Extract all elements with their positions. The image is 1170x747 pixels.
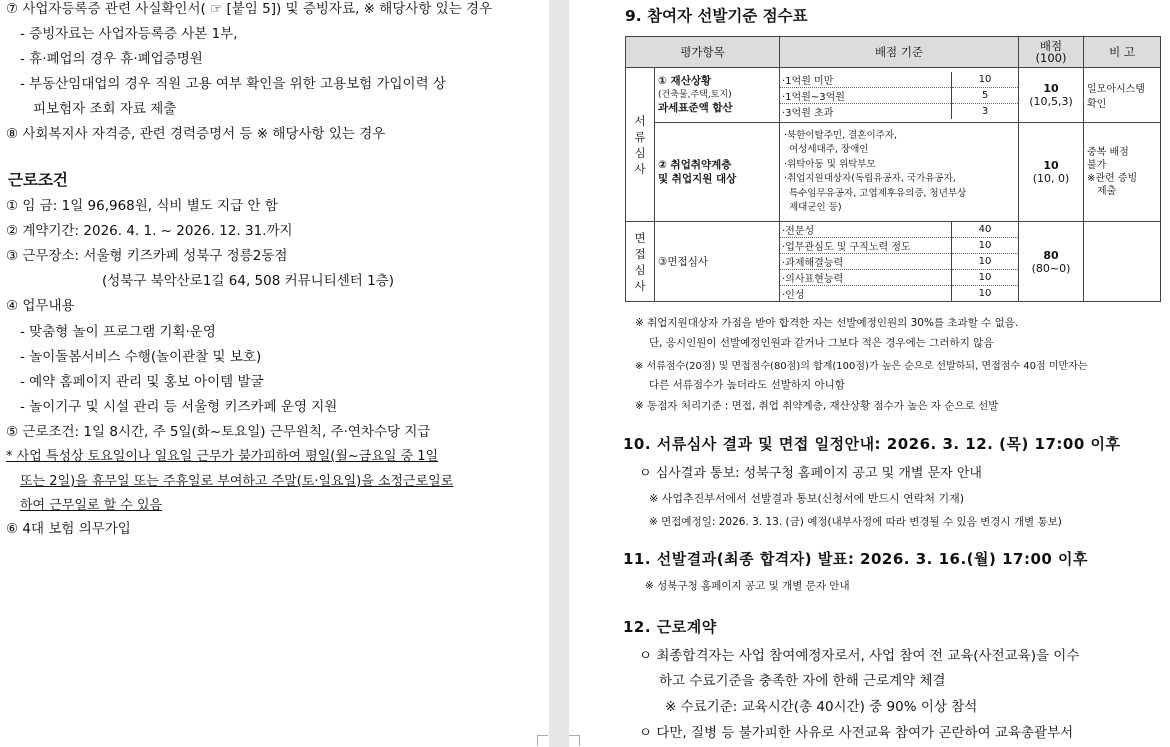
remark-property: 일모아시스템 확인 bbox=[1084, 68, 1161, 123]
text-line: ㅇ 다만, 질병 등 불가피한 사유로 사전교육 참여가 곤란하여 교육총괄부서 bbox=[639, 725, 1074, 741]
section-11-title: 11. 선발결과(최종 합격자) 발표: 2026. 3. 16.(월) 17:00 이후 bbox=[623, 550, 1089, 568]
text-line: - 예약 홈페이지 관리 및 홍보 아이템 발굴 bbox=[20, 374, 264, 390]
note-line: ※ 동점자 처리기준 : 면접, 취업 취약계층, 재산상황 점수가 높은 자 순으로 선발 bbox=[635, 400, 999, 412]
text-line: ④ 업무내용 bbox=[6, 298, 75, 314]
text-line: - 증빙자료는 사업자등록증 사본 1부, bbox=[20, 26, 238, 42]
section-10-title: 10. 서류심사 결과 및 면접 일정안내: 2026. 3. 12. (목) 17:00 이후 bbox=[623, 435, 1121, 453]
page-gutter bbox=[549, 0, 569, 747]
text-line: * 사업 특성상 토요일이나 일요일 근무가 불가피하여 평일(월~금요일 중 1일 bbox=[6, 449, 439, 464]
criteria-property: ·1억원 미만 10 ·1억원~3억원 5 ·3억원 초과 3 bbox=[780, 68, 1019, 123]
text-line: ※ 면접예정일: 2026. 3. 13. (금) 예정(내부사정에 따라 변경될 수 있음 변경시 개별 통보) bbox=[649, 516, 1062, 528]
item-vulnerable: ② 취업취약계층 및 취업지원 대상 bbox=[655, 123, 780, 222]
document-page-right[interactable] bbox=[569, 0, 1170, 747]
text-line: ⑥ 4대 보험 의무가입 bbox=[6, 521, 131, 537]
note-line: 다른 서류점수가 높더라도 선발하지 아니함 bbox=[649, 379, 845, 391]
text-line: ㅇ 최종합격자는 사업 참여예정자로서, 사업 참여 전 교육(사전교육)을 이수 bbox=[639, 648, 1080, 664]
text-line: ① 임 금: 1일 96,968원, 식비 별도 지급 안 함 bbox=[6, 198, 278, 214]
text-line: ※ 사업추진부서에서 선발결과 통보(신청서에 반드시 연락처 기재) bbox=[649, 492, 965, 505]
note-line: ※ 취업지원대상자 가점을 받아 합격한 자는 선발예정인원의 30%를 초과할 수 없음. bbox=[635, 317, 1019, 329]
criteria-vulnerable: ·북한이탈주민, 결혼이주자, 여성세대주, 장애인 ·위탁아동 및 위탁부모 ·취업지원대상자(독립유공자, 국가유공자, 특수임무유공자, 고엽제후유의증, 청년부상 제대군인 등) bbox=[780, 123, 1019, 222]
section-9-title: 9. 참여자 선발기준 점수표 bbox=[625, 7, 808, 25]
header-score: 배점 (100) bbox=[1019, 37, 1084, 68]
section-12-title: 12. 근로계약 bbox=[623, 618, 717, 636]
points-interview: 80 (80~0) bbox=[1019, 222, 1084, 302]
text-line: ⑤ 근로조건: 1일 8시간, 주 5일(화~토요일) 근무원칙, 주·연차수당 지급 bbox=[6, 424, 431, 440]
text-line: - 놀이돌봄서비스 수행(놀이관찰 및 보호) bbox=[20, 349, 262, 365]
text-line: 또는 2일)을 휴무일 또는 주휴일로 부여하고 주말(토·일요일)을 소정근로일로 bbox=[20, 474, 454, 489]
page-corner-mark bbox=[537, 735, 548, 746]
header-eval-item: 평가항목 bbox=[626, 37, 780, 68]
text-line: ⑧ 사회복지사 자격증, 관련 경력증명서 등 ※ 해당사항 있는 경우 bbox=[6, 126, 386, 142]
text-line: - 맞춤형 놀이 프로그램 기획·운영 bbox=[20, 324, 216, 340]
page-corner-mark bbox=[569, 735, 580, 746]
score-table bbox=[625, 36, 1161, 302]
remark-interview bbox=[1084, 222, 1161, 302]
document-page-left[interactable] bbox=[0, 0, 549, 747]
note-line: ※ 서류점수(20점) 및 면접점수(80점)의 합계(100점)가 높은 순으로 선발하되, 면접점수 40점 미만자는 bbox=[635, 361, 1088, 372]
table-row bbox=[626, 68, 1161, 123]
text-line: - 휴·폐업의 경우 휴·폐업증명원 bbox=[20, 51, 203, 67]
table-row bbox=[626, 123, 1161, 222]
text-line: ※ 수료기준: 교육시간(총 40시간) 중 90% 이상 참석 bbox=[665, 699, 978, 715]
item-property: ① 재산상황 (건축물,주택,토지) 과세표준액 합산 bbox=[655, 68, 780, 123]
text-line: - 놀이기구 및 시설 관리 등 서울형 키즈카페 운영 지원 bbox=[20, 399, 338, 415]
text-line: 피보험자 조회 자료 제출 bbox=[33, 101, 177, 117]
section-heading: 근로조건 bbox=[8, 171, 68, 189]
header-remark: 비 고 bbox=[1084, 37, 1161, 68]
category-interview: 면접 심사 bbox=[626, 222, 655, 302]
points-property: 10 (10,5,3) bbox=[1019, 68, 1084, 123]
text-line: - 부동산임대업의 경우 직원 고용 여부 확인을 위한 고용보험 가입이력 상 bbox=[20, 76, 446, 92]
text-line: ※ 성북구청 홈페이지 공고 및 개별 문자 안내 bbox=[645, 580, 850, 592]
text-line: 하고 수료기준을 충족한 자에 한해 근로계약 체결 bbox=[659, 673, 946, 689]
item-interview: ③면접심사 bbox=[655, 222, 780, 302]
criteria-interview: ·전문성 40 ·업무관심도 및 구직노력 정도 10 ·과제해결능력 10 ·의사표현능력 10 ·인성 10 bbox=[780, 222, 1019, 302]
table-header-row bbox=[626, 37, 1161, 68]
text-line: ⑦ 사업자등록증 관련 사실확인서( ☞ [붙임 5]) 및 증빙자료, ※ 해당사항 있는 경우 bbox=[6, 1, 493, 17]
category-document: 서류 심사 bbox=[626, 68, 655, 222]
remark-vulnerable: 중복 배점 불가 ※관련 증빙 제출 bbox=[1084, 123, 1161, 222]
points-vulnerable: 10 (10, 0) bbox=[1019, 123, 1084, 222]
table-row bbox=[626, 222, 1161, 302]
text-line: ③ 근무장소: 서울형 키즈카페 성북구 정릉2동점 bbox=[6, 248, 288, 264]
text-line: 하여 근무일로 할 수 있음 bbox=[20, 498, 163, 513]
header-criteria: 배점 기준 bbox=[780, 37, 1019, 68]
text-line: ㅇ 심사결과 통보: 성북구청 홈페이지 공고 및 개별 문자 안내 bbox=[639, 466, 982, 481]
text-line: ② 계약기간: 2026. 4. 1. ~ 2026. 12. 31.까지 bbox=[6, 223, 293, 239]
text-line: (성북구 북악산로1길 64, 508 커뮤니티센터 1층) bbox=[102, 273, 395, 289]
note-line: 단, 응시인원이 선발예정인원과 같거나 그보다 적은 경우에는 그러하지 않음 bbox=[649, 337, 994, 349]
